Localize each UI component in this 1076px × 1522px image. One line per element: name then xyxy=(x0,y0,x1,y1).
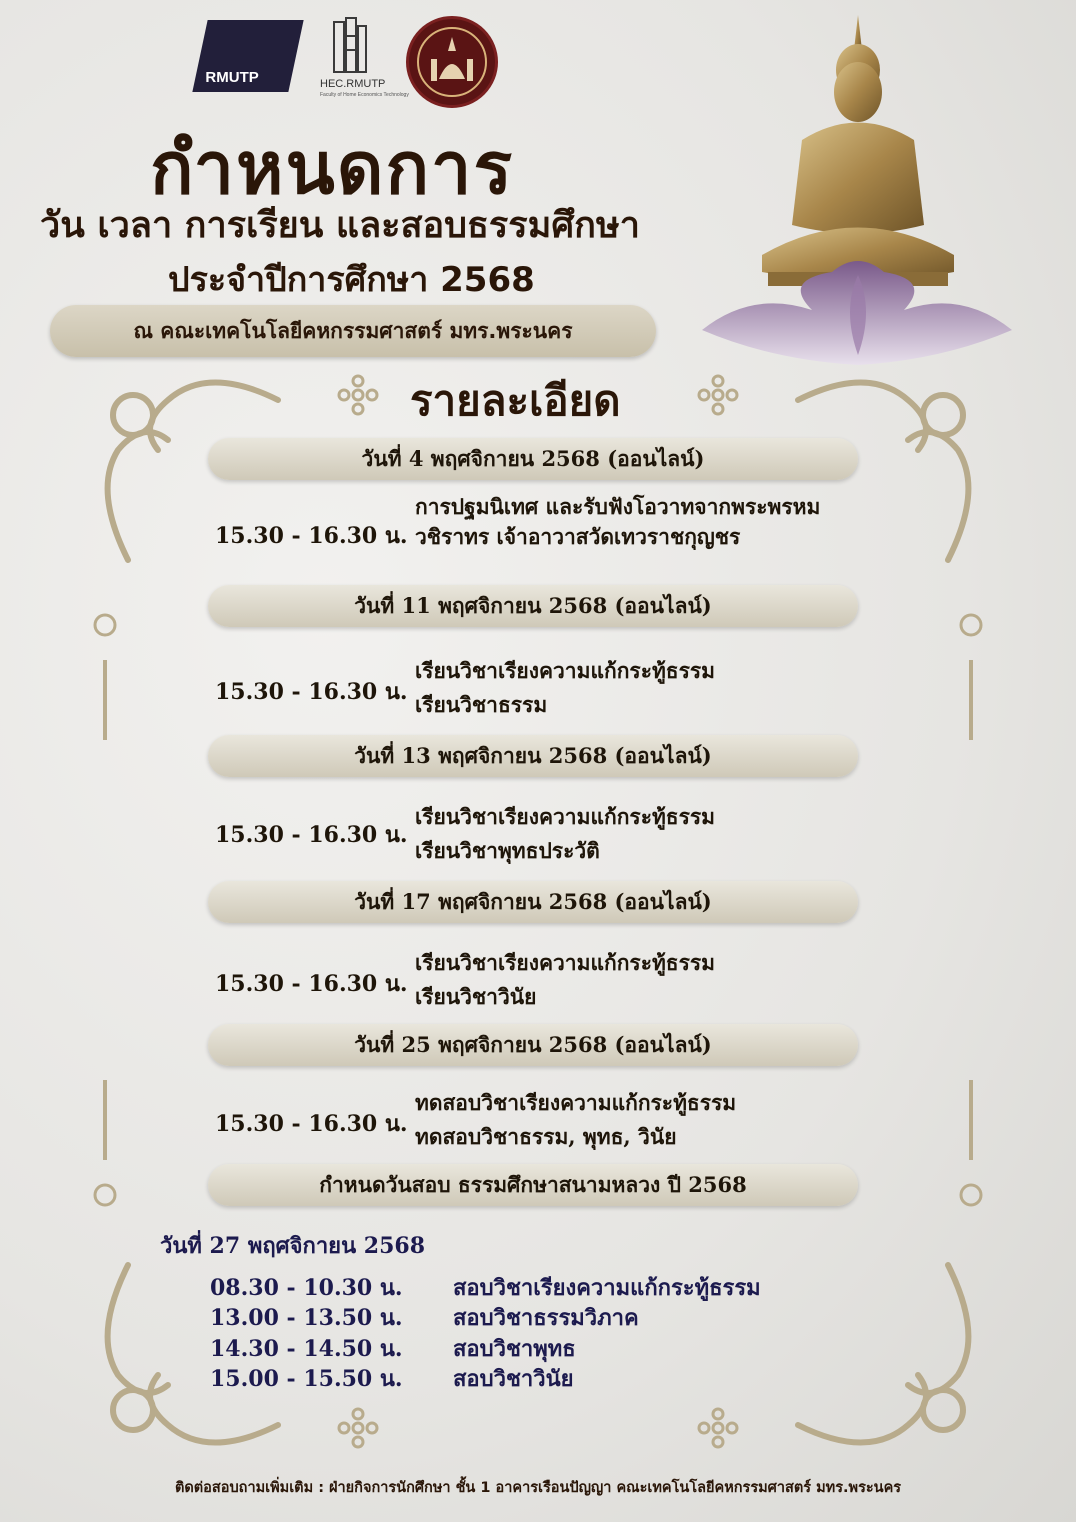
flower-ornament-icon xyxy=(335,372,381,418)
exam-subject: สอบวิชาเรียงความแก้กระทู้ธรรม xyxy=(453,1275,761,1301)
hec-logo xyxy=(320,14,409,104)
schedule-activities xyxy=(415,492,855,552)
exam-subject: สอบวิชาวินัย xyxy=(453,1366,574,1392)
activity-item: เรียนวิชาเรียงความแก้กระทู้ธรรม xyxy=(415,804,716,829)
exam-time: 14.30 - 14.50 น. xyxy=(210,1336,403,1362)
exam-time: 13.00 - 13.50 น. xyxy=(210,1305,403,1331)
schedule-activities xyxy=(415,800,715,868)
seal-emblem-icon xyxy=(409,19,495,105)
rmutp-logo-text: RMUTP xyxy=(205,69,259,86)
schedule-activities xyxy=(415,654,715,722)
schedule-date-bar: วันที่ 17 พฤศจิกายน 2568 (ออนไลน์) xyxy=(208,881,858,923)
section-heading-details: รายละเอียด xyxy=(410,376,621,425)
schedule-time: 15.30 - 16.30 น. xyxy=(215,523,408,549)
flower-ornament-icon xyxy=(695,1405,741,1451)
activity-item: เรียนวิชาธรรม xyxy=(415,692,548,717)
activity-item: เรียนวิชาเรียงความแก้กระทู้ธรรม xyxy=(415,658,716,683)
academic-year: ประจำปีการศึกษา 2568 xyxy=(168,260,535,300)
page-title: กำหนดการ xyxy=(150,126,515,210)
schedule-time: 15.30 - 16.30 น. xyxy=(215,822,408,848)
rmutp-logo xyxy=(192,20,303,92)
schedule-date-bar: วันที่ 13 พฤศจิกายน 2568 (ออนไลน์) xyxy=(208,735,858,777)
schedule-date-bar: วันที่ 25 พฤศจิกายน 2568 (ออนไลน์) xyxy=(208,1024,858,1066)
exam-time: 08.30 - 10.30 น. xyxy=(210,1275,403,1301)
hec-logo-subtext: Faculty of Home Economics Technology xyxy=(320,92,409,98)
activity-item: ทดสอบวิชาธรรม, พุทธ, วินัย xyxy=(415,1124,677,1149)
activity-item: เรียนวิชาวินัย xyxy=(415,984,537,1009)
building-icon xyxy=(332,16,368,74)
exam-subject: สอบวิชาธรรมวิภาค xyxy=(453,1305,639,1331)
exam-row xyxy=(210,1300,639,1335)
schedule-time: 15.30 - 16.30 น. xyxy=(215,679,408,705)
activity-item: ทดสอบวิชาเรียงความแก้กระทู้ธรรม xyxy=(415,1090,737,1115)
frame-side-ornament xyxy=(946,600,996,1220)
schedule-activities xyxy=(415,1086,736,1154)
frame-corner-ornament xyxy=(788,1255,988,1455)
exam-row xyxy=(210,1361,574,1396)
university-seal xyxy=(406,16,498,108)
exam-subject: สอบวิชาพุทธ xyxy=(453,1336,576,1362)
flower-ornament-icon xyxy=(335,1405,381,1451)
activity-item: การปฐมนิเทศ และรับฟังโอวาทจากพระพรหมวชิราทร เจ้าอาวาสวัดเทวราชกุญชร xyxy=(415,494,821,549)
activity-item: เรียนวิชาพุทธประวัติ xyxy=(415,838,600,863)
contact-footer: ติดต่อสอบถามเพิ่มเติม : ฝ่ายกิจการนักศึกษา ชั้น 1 อาคารเรือนปัญญา คณะเทคโนโลยีคหกรรมศาสตร์ มทร.พระนคร xyxy=(174,1480,902,1496)
page-subtitle: วัน เวลา การเรียน และสอบธรรมศึกษา xyxy=(40,205,640,246)
schedule-date-bar: วันที่ 11 พฤศจิกายน 2568 (ออนไลน์) xyxy=(208,585,858,627)
schedule-time: 15.30 - 16.30 น. xyxy=(215,1111,408,1137)
hec-logo-text: HEC.RMUTP xyxy=(320,78,386,90)
exam-heading-bar: กำหนดวันสอบ ธรรมศึกษาสนามหลวง ปี 2568 xyxy=(208,1164,858,1206)
activity-item: เรียนวิชาเรียงความแก้กระทู้ธรรม xyxy=(415,950,716,975)
schedule-time: 15.30 - 16.30 น. xyxy=(215,971,408,997)
buddha-illustration xyxy=(692,10,1022,370)
flower-ornament-icon xyxy=(695,372,741,418)
exam-time: 15.00 - 15.50 น. xyxy=(210,1366,403,1392)
frame-side-ornament xyxy=(80,600,130,1220)
schedule-activities xyxy=(415,946,715,1014)
schedule-date-bar: วันที่ 4 พฤศจิกายน 2568 (ออนไลน์) xyxy=(208,438,858,480)
exam-date: วันที่ 27 พฤศจิกายน 2568 xyxy=(160,1233,425,1259)
venue-banner: ณ คณะเทคโนโลยีคหกรรมศาสตร์ มทร.พระนคร xyxy=(50,305,656,357)
